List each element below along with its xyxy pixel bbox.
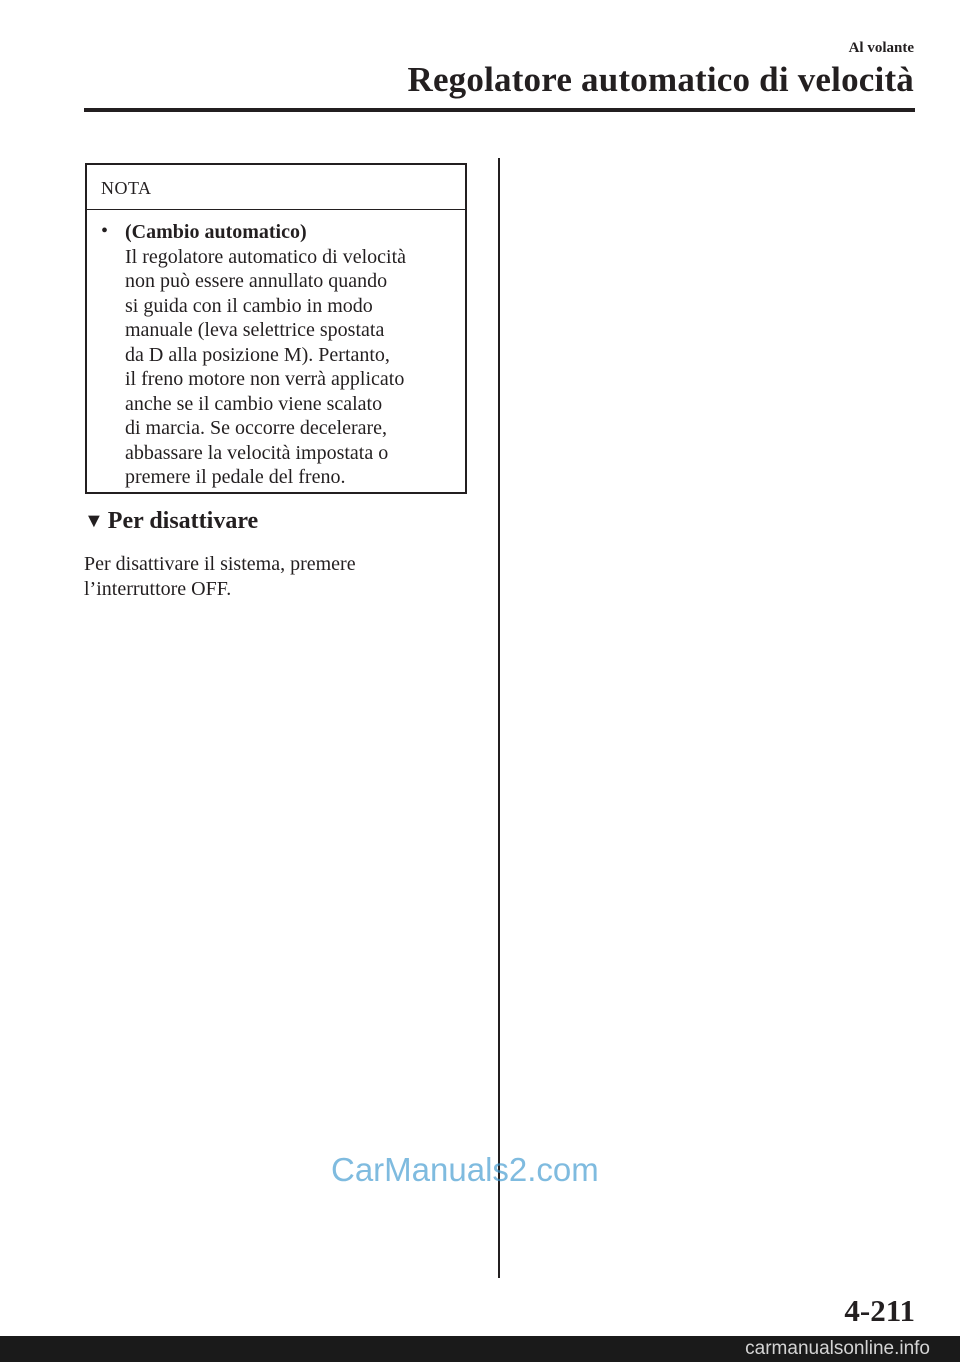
triangle-down-icon: ▼ [84,510,104,532]
note-item-text: Il regolatore automatico di velocità non può essere annullato quando si guida con il cambio in modo manuale (leva selettrice spostata da D alla posizione M). Pertanto, il freno motore non verrà applicato anche se il cambio viene scalato di marcia. Se occorre decelerare, abbassare la velocità impostata o premere il pedale del freno. [125,245,406,488]
bullet-icon: • [101,220,109,242]
section-heading-text: Per disattivare [107,508,259,534]
note-item-title: (Cambio automatico) [125,221,307,243]
watermark: CarManuals2.com [331,1151,599,1188]
header-rule [84,108,915,112]
section-heading [84,508,258,535]
page-number: 4-211 [844,1293,915,1328]
footer-link[interactable]: carmanualsonline.info [745,1338,930,1359]
page-title: Regolatore automatico di velocità [407,60,914,99]
note-box [85,163,467,494]
note-item [87,210,465,490]
note-heading: NOTA [87,165,465,210]
section-label: Al volante [848,40,914,56]
section-body: Per disattivare il sistema, premere l’interruttore OFF. [84,553,356,600]
column-divider [498,158,500,1278]
